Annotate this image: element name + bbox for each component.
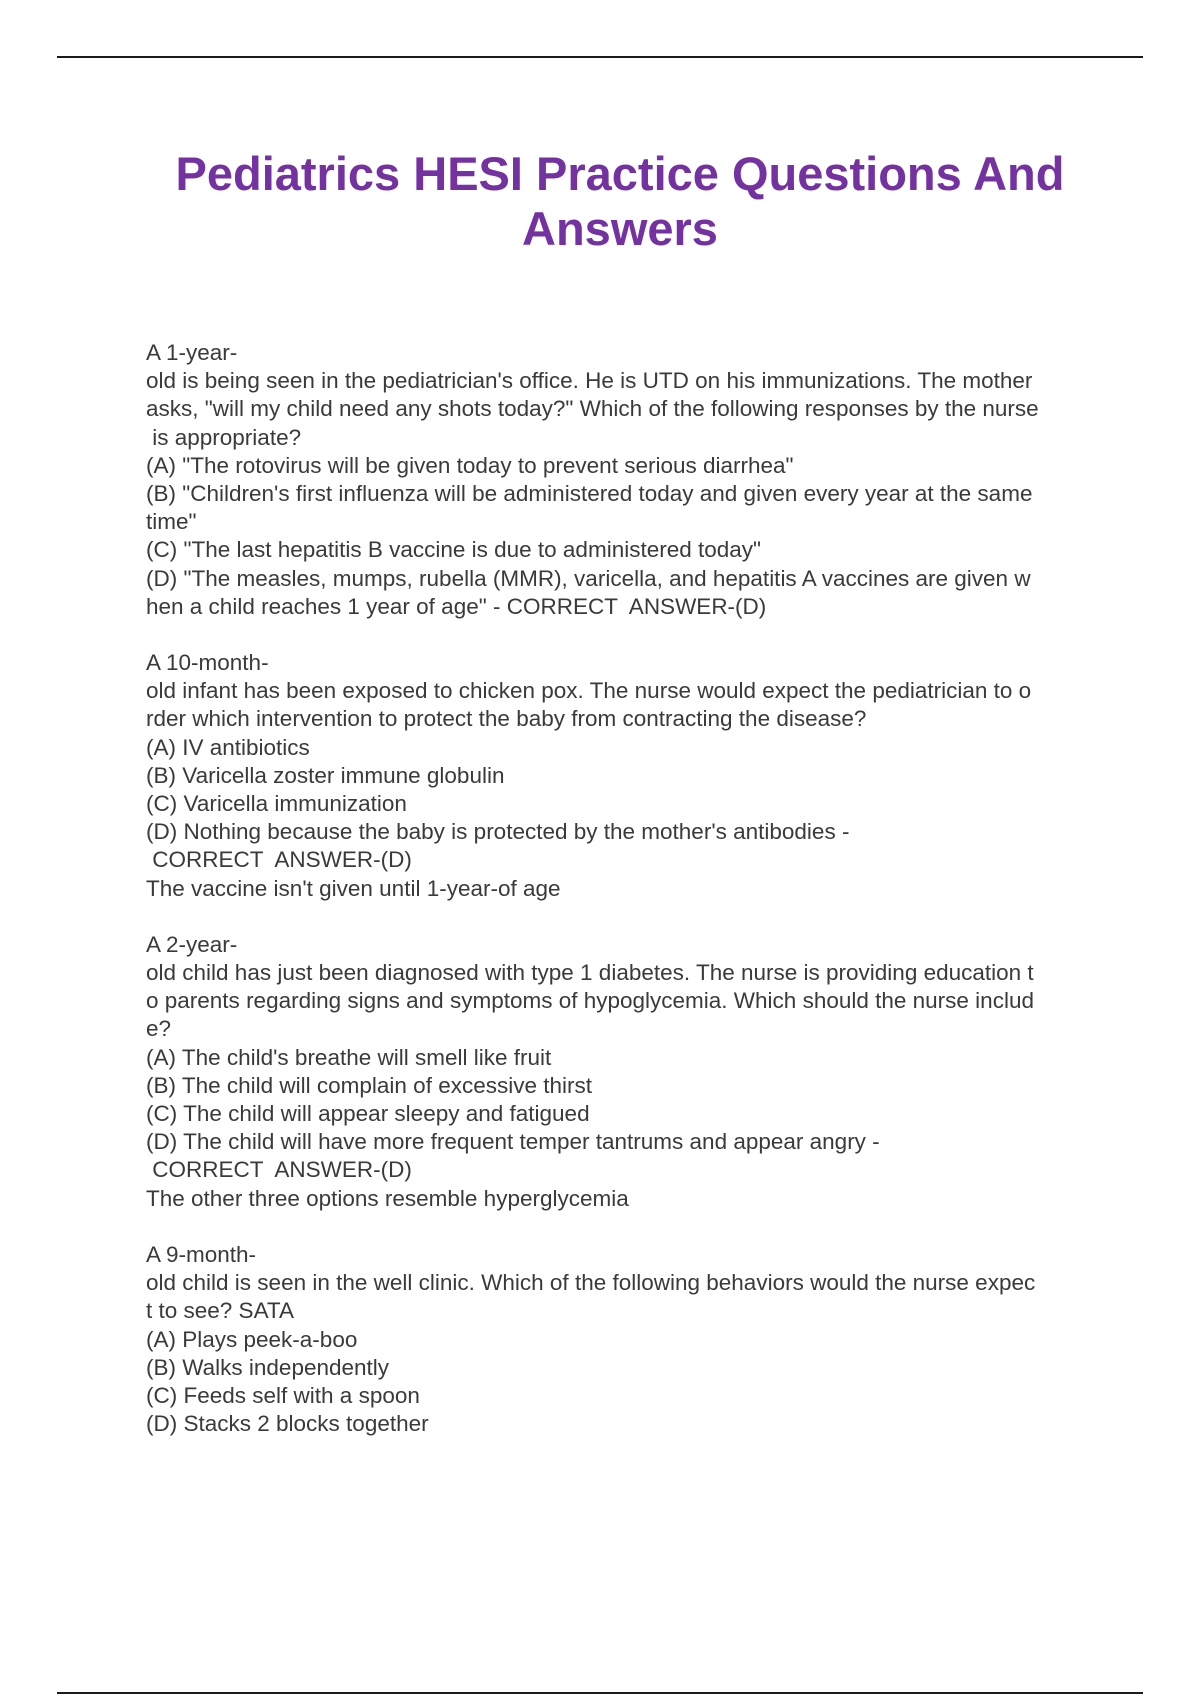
question-line: A 9-month- xyxy=(146,1241,257,1267)
question-line: old child has just been diagnosed with type 1 diabetes. The nurse is providing education t xyxy=(146,960,1034,986)
answer-option: (D) "The measles, mumps, rubella (MMR), varicella, and hepatitis A vaccines are given w xyxy=(146,565,1031,591)
footer-rule xyxy=(57,1692,1143,1694)
answer-option: (B) Walks independently xyxy=(146,1354,390,1380)
title-line: Pediatrics HESI Practice Questions And xyxy=(175,147,1065,200)
question-block xyxy=(146,931,1146,1213)
answer-option: (C) "The last hepatitis B vaccine is due to administered today" xyxy=(146,537,762,563)
answer-option: (C) Varicella immunization xyxy=(146,791,407,817)
answer-option: (D) Nothing because the baby is protected by the mother's antibodies - xyxy=(146,819,850,845)
answer-option: time" xyxy=(146,509,197,535)
question-line: old is being seen in the pediatrician's office. He is UTD on his immunizations. The mother xyxy=(146,368,1033,394)
question-line: rder which intervention to protect the baby from contracting the disease? xyxy=(146,706,867,732)
question-line: old child is seen in the well clinic. Which of the following behaviors would the nurse expec xyxy=(146,1270,1036,1296)
answer-option: (B) The child will complain of excessive thirst xyxy=(146,1072,592,1098)
document-title xyxy=(80,146,1160,256)
question-line: A 10-month- xyxy=(146,650,269,676)
header-rule xyxy=(57,56,1143,58)
questions-body xyxy=(146,339,1146,1466)
answer-option: (A) "The rotovirus will be given today to prevent serious diarrhea" xyxy=(146,452,794,478)
answer-option: (B) Varicella zoster immune globulin xyxy=(146,762,505,788)
answer-option: (A) IV antibiotics xyxy=(146,734,310,760)
question-line: old infant has been exposed to chicken pox. The nurse would expect the pediatrician to o xyxy=(146,678,1032,704)
question-line: t to see? SATA xyxy=(146,1298,294,1324)
rationale: The vaccine isn't given until 1-year-of age xyxy=(146,875,561,901)
answer-option: (A) The child's breathe will smell like fruit xyxy=(146,1044,552,1070)
question-line: A 1-year- xyxy=(146,340,238,365)
question-line: e? xyxy=(146,1016,172,1042)
correct-answer: CORRECT ANSWER-(D) xyxy=(146,1157,412,1183)
answer-option: (A) Plays peek-a-boo xyxy=(146,1326,358,1352)
answer-option: (B) "Children's first influenza will be administered today and given every year at the same xyxy=(146,481,1033,507)
title-line: Answers xyxy=(522,202,718,255)
question-block xyxy=(146,1241,1146,1438)
question-line: A 2-year- xyxy=(146,931,238,957)
question-line: o parents regarding signs and symptoms of hypoglycemia. Which should the nurse includ xyxy=(146,988,1034,1014)
answer-option: (C) Feeds self with a spoon xyxy=(146,1382,420,1408)
question-block xyxy=(146,649,1146,903)
question-line: is appropriate? xyxy=(146,424,302,450)
question-line: asks, "will my child need any shots today?" Which of the following responses by the nurse xyxy=(146,396,1039,422)
answer-option: (D) The child will have more frequent temper tantrums and appear angry - xyxy=(146,1129,880,1155)
answer-option: (C) The child will appear sleepy and fatigued xyxy=(146,1101,590,1127)
rationale: The other three options resemble hyperglycemia xyxy=(146,1185,629,1211)
question-block xyxy=(146,339,1146,621)
correct-answer: CORRECT ANSWER-(D) xyxy=(146,847,412,873)
correct-answer: hen a child reaches 1 year of age" - CORRECT ANSWER-(D) xyxy=(146,593,767,619)
answer-option: (D) Stacks 2 blocks together xyxy=(146,1411,429,1437)
